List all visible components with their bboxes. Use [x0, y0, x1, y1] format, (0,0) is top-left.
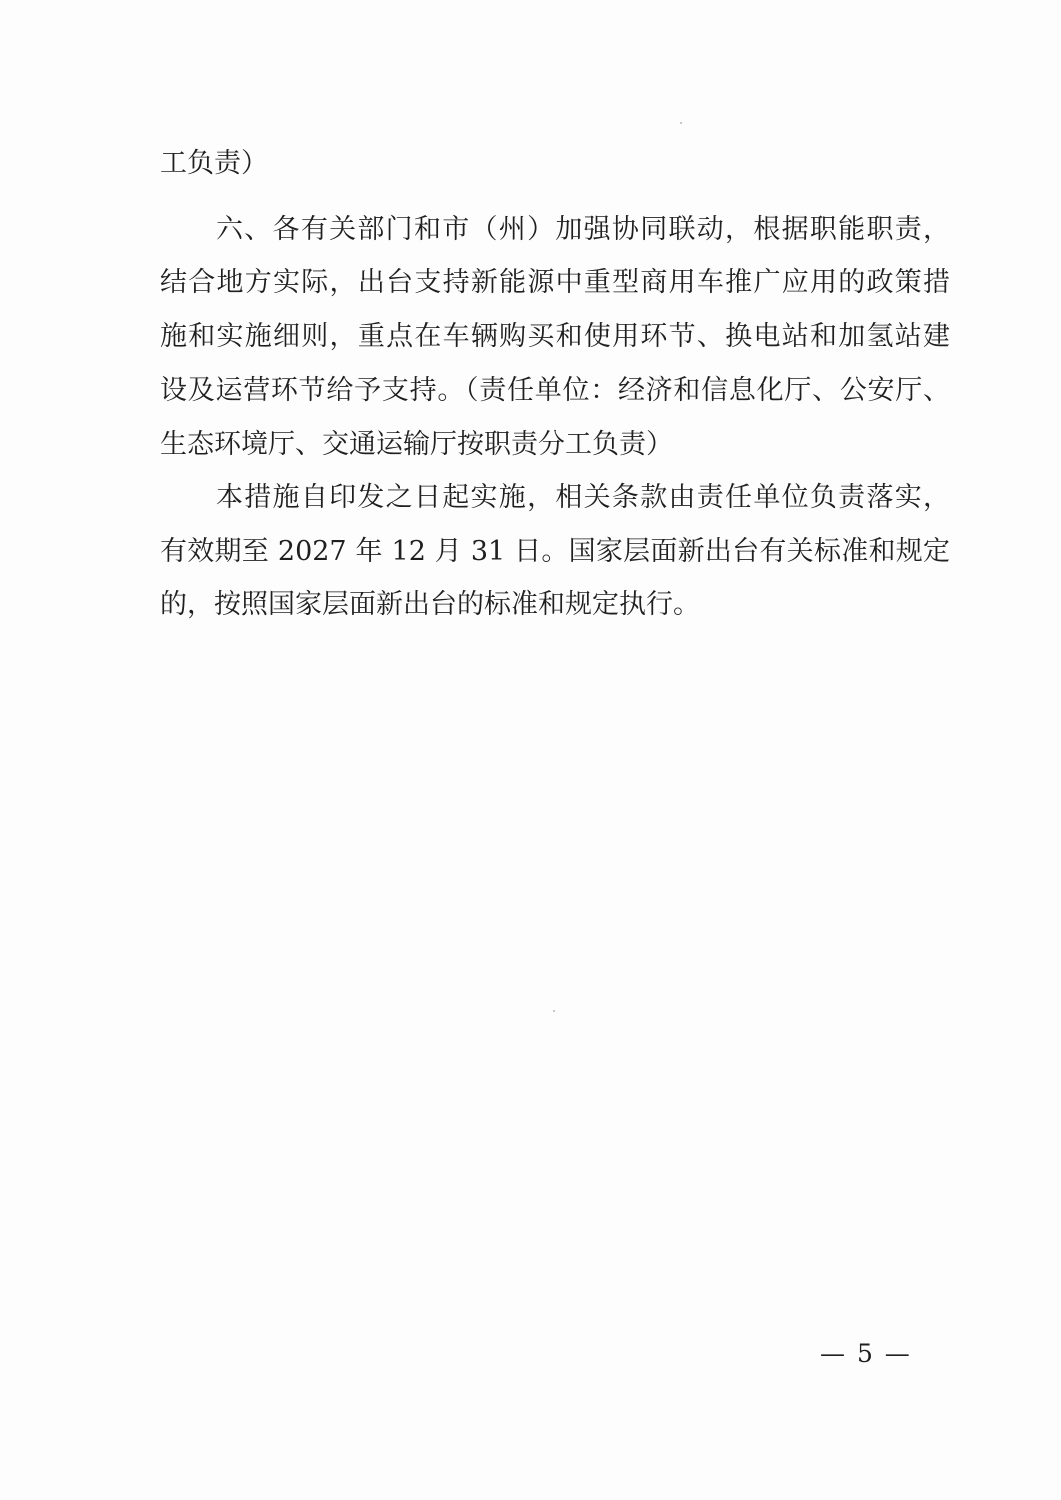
text-line: 施和实施细则，重点在车辆购买和使用环节、换电站和加氢站建: [160, 321, 950, 352]
text-line: 设及运营环节给予支持。（责任单位：经济和信息化厅、公安厅、: [160, 375, 950, 406]
text-line: 结合地方实际，出台支持新能源中重型商用车推广应用的政策措: [160, 267, 950, 298]
scan-speck: [553, 1010, 555, 1012]
page-number: — 5 —: [820, 1339, 912, 1368]
text-line: 生态环境厅、交通运输厅按职责分工负责）: [160, 429, 673, 460]
text-line: 工负责）: [160, 148, 268, 179]
text-line-paragraph-start: 六、各有关部门和市（州）加强协同联动，根据职能职责，: [216, 214, 950, 245]
scan-speck: [680, 122, 682, 124]
text-line-paragraph-start: 本措施自印发之日起实施，相关条款由责任单位负责落实，: [216, 482, 950, 513]
text-line: 有效期至 2027 年 12 月 31 日。国家层面新出台有关标准和规定: [160, 536, 950, 567]
text-line: 的，按照国家层面新出台的标准和规定执行。: [160, 589, 700, 620]
